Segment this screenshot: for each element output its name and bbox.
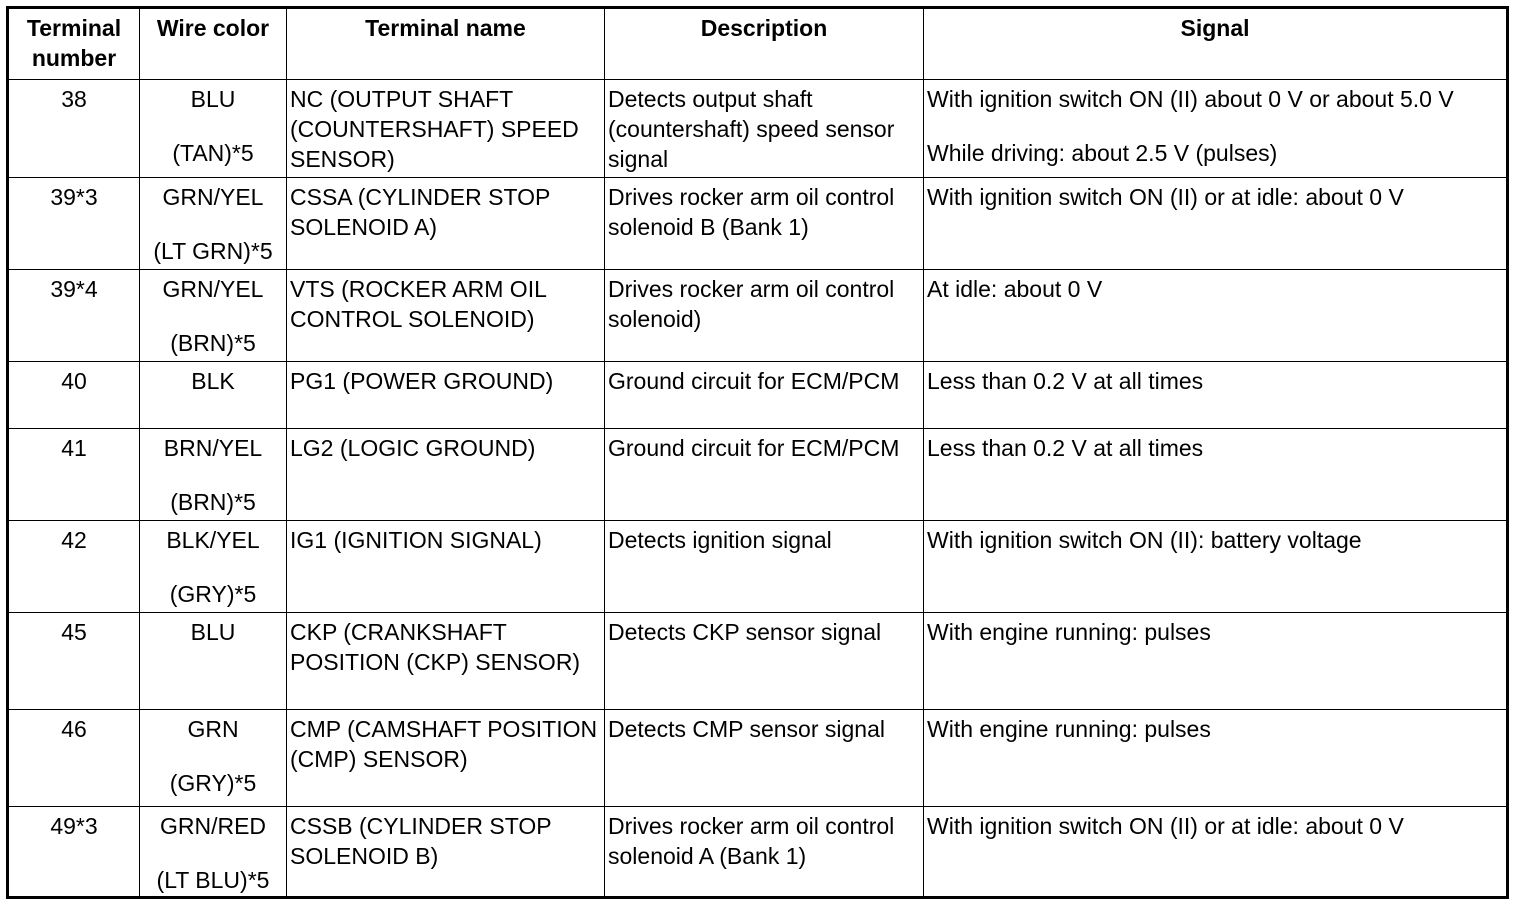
description: Detects CMP sensor signal <box>605 710 924 807</box>
description: Detects output shaft (countershaft) speed sensor signal <box>605 80 924 178</box>
table-row <box>8 710 1508 807</box>
wire-color <box>140 807 287 898</box>
table-row <box>8 362 1508 429</box>
wire-color-alt: (TAN)*5 <box>172 140 254 166</box>
wire-color-alt: (GRY)*5 <box>169 770 257 796</box>
wire-color <box>140 710 287 807</box>
wire-color <box>140 613 287 710</box>
description: Ground circuit for ECM/PCM <box>605 429 924 521</box>
wire-color-main: BRN/YEL <box>163 435 263 461</box>
signal: With engine running: pulses <box>924 613 1508 710</box>
wire-color-main: BLK <box>191 368 235 394</box>
signal <box>924 80 1508 178</box>
terminal-name: IG1 (IGNITION SIGNAL) <box>287 521 605 613</box>
wire-color-alt: (BRN)*5 <box>170 330 256 356</box>
header-terminal-name: Terminal name <box>287 8 605 80</box>
wire-color <box>140 362 287 429</box>
signal: At idle: about 0 V <box>924 270 1508 362</box>
terminal-number: 40 <box>8 362 140 429</box>
terminal-name: LG2 (LOGIC GROUND) <box>287 429 605 521</box>
table-row <box>8 429 1508 521</box>
signal: With ignition switch ON (II) or at idle: about 0 V <box>924 178 1508 270</box>
wire-color-main: GRN/YEL <box>162 276 264 302</box>
description: Drives rocker arm oil control solenoid A (Bank 1) <box>605 807 924 898</box>
table-row <box>8 521 1508 613</box>
terminal-number: 38 <box>8 80 140 178</box>
table-row <box>8 807 1508 898</box>
terminal-name: PG1 (POWER GROUND) <box>287 362 605 429</box>
terminal-name: CSSA (CYLINDER STOP SOLENOID A) <box>287 178 605 270</box>
terminal-name: CKP (CRANKSHAFT POSITION (CKP) SENSOR) <box>287 613 605 710</box>
description: Drives rocker arm oil control solenoid) <box>605 270 924 362</box>
terminal-name: CSSB (CYLINDER STOP SOLENOID B) <box>287 807 605 898</box>
terminal-table <box>6 6 1509 899</box>
wire-color-alt: (LT BLU)*5 <box>156 867 270 893</box>
terminal-name: CMP (CAMSHAFT POSITION (CMP) SENSOR) <box>287 710 605 807</box>
wire-color-alt: (GRY)*5 <box>169 581 257 607</box>
header-row <box>8 8 1508 80</box>
table-row <box>8 178 1508 270</box>
table-row <box>8 613 1508 710</box>
terminal-number: 49*3 <box>8 807 140 898</box>
wire-color <box>140 521 287 613</box>
table-row <box>8 270 1508 362</box>
signal: With engine running: pulses <box>924 710 1508 807</box>
signal: With ignition switch ON (II) or at idle: about 0 V <box>924 807 1508 898</box>
wire-color-main: BLU <box>190 86 236 112</box>
description: Ground circuit for ECM/PCM <box>605 362 924 429</box>
terminal-number: 45 <box>8 613 140 710</box>
wire-color-main: BLU <box>190 619 236 645</box>
wire-color-main: GRN/YEL <box>162 184 264 210</box>
signal-line-2: While driving: about 2.5 V (pulses) <box>927 140 1278 166</box>
terminal-number: 42 <box>8 521 140 613</box>
wire-color-main: BLK/YEL <box>166 527 260 553</box>
wire-color-alt: (LT GRN)*5 <box>153 238 273 264</box>
wire-color-alt: (BRN)*5 <box>170 489 256 515</box>
wire-color-main: GRN <box>187 716 239 742</box>
header-description: Description <box>605 8 924 80</box>
signal-line: With ignition switch ON (II) about 0 V or about 5.0 V <box>927 86 1454 112</box>
description: Detects CKP sensor signal <box>605 613 924 710</box>
signal: Less than 0.2 V at all times <box>924 429 1508 521</box>
wire-color-main: GRN/RED <box>159 813 267 839</box>
wire-color <box>140 178 287 270</box>
wire-color <box>140 429 287 521</box>
terminal-number: 41 <box>8 429 140 521</box>
header-terminal-number: Terminal number <box>8 8 140 80</box>
signal: With ignition switch ON (II): battery voltage <box>924 521 1508 613</box>
terminal-number: 39*3 <box>8 178 140 270</box>
table-row <box>8 80 1508 178</box>
description: Drives rocker arm oil control solenoid B (Bank 1) <box>605 178 924 270</box>
terminal-number: 39*4 <box>8 270 140 362</box>
signal: Less than 0.2 V at all times <box>924 362 1508 429</box>
header-signal: Signal <box>924 8 1508 80</box>
wire-color <box>140 270 287 362</box>
header-wire-color: Wire color <box>140 8 287 80</box>
terminal-number: 46 <box>8 710 140 807</box>
wire-color <box>140 80 287 178</box>
terminal-name: VTS (ROCKER ARM OIL CONTROL SOLENOID) <box>287 270 605 362</box>
terminal-name: NC (OUTPUT SHAFT (COUNTERSHAFT) SPEED SENSOR) <box>287 80 605 178</box>
description: Detects ignition signal <box>605 521 924 613</box>
